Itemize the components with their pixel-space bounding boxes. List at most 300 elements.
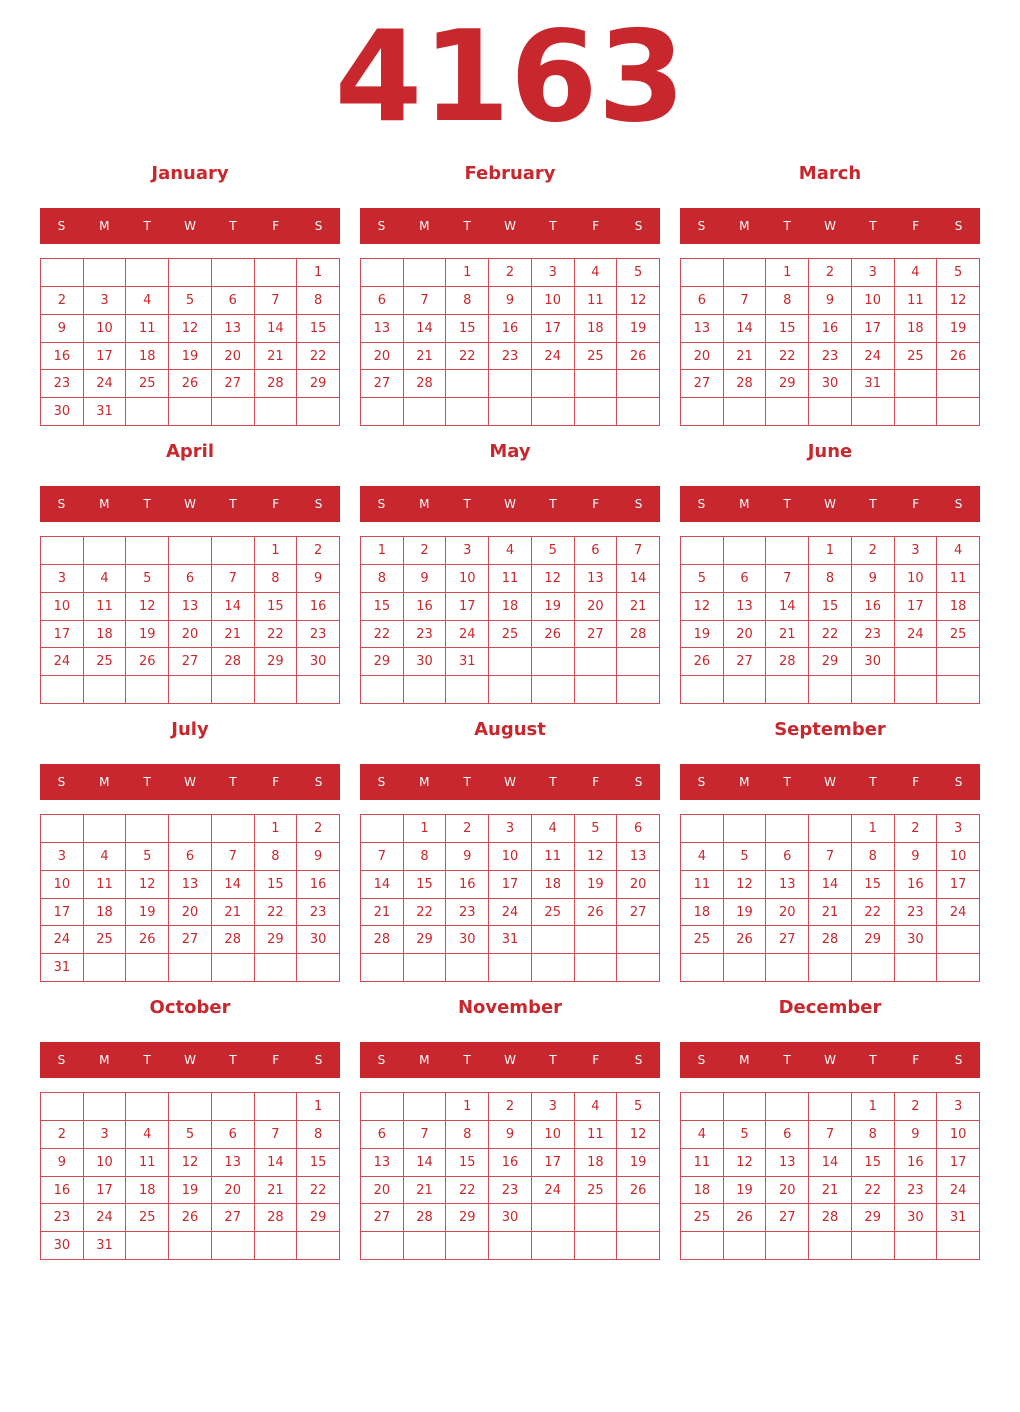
empty-day-cell [937,926,980,954]
empty-day-cell [361,259,404,287]
weekday-label: W [184,219,196,233]
weekday-label: M [99,775,110,789]
day-cell: 1 [297,259,340,287]
empty-day-cell [255,954,298,982]
day-cell: 1 [446,1093,489,1121]
day-cell: 7 [724,287,767,315]
empty-day-cell [937,648,980,676]
weekday-label: S [377,1053,386,1067]
day-cell: 27 [766,1204,809,1232]
empty-day-cell [617,676,660,704]
day-cell: 2 [852,537,895,565]
day-cell: 16 [852,593,895,621]
month-name: October [149,997,231,1018]
day-cell: 12 [724,871,767,899]
empty-day-cell [937,398,980,426]
day-cell: 7 [617,537,660,565]
day-cell: 25 [575,1177,618,1205]
weekday-label: T [463,219,471,233]
day-cell: 8 [297,1121,340,1149]
weekday-label: S [314,775,323,789]
day-cell: 14 [724,315,767,343]
month-november [360,998,660,1260]
weekday-label: T [143,1053,151,1067]
day-cell: 28 [212,926,255,954]
day-cell: 28 [404,1204,447,1232]
empty-day-cell [404,1093,447,1121]
day-cell: 15 [446,1149,489,1177]
day-cell: 14 [404,315,447,343]
empty-day-cell [681,954,724,982]
day-cell: 28 [724,370,767,398]
empty-day-cell [84,1093,127,1121]
empty-day-cell [169,259,212,287]
day-cell: 6 [212,1121,255,1149]
weekday-header [360,1042,660,1078]
weekday-header [40,208,340,244]
day-cell: 24 [489,899,532,927]
day-cell: 12 [681,593,724,621]
day-cell: 18 [126,1177,169,1205]
day-cell: 6 [766,843,809,871]
day-cell: 8 [766,287,809,315]
day-cell: 27 [212,1204,255,1232]
weekday-label: F [592,1053,600,1067]
empty-day-cell [766,537,809,565]
empty-day-cell [489,676,532,704]
day-cell: 13 [169,871,212,899]
weekday-label: S [377,775,386,789]
day-cell: 4 [681,843,724,871]
empty-day-cell [724,1093,767,1121]
day-cell: 5 [617,1093,660,1121]
empty-day-cell [361,1093,404,1121]
day-cell: 1 [809,537,852,565]
empty-day-cell [84,537,127,565]
day-cell: 17 [532,1149,575,1177]
empty-day-cell [766,954,809,982]
empty-day-cell [404,1232,447,1260]
day-cell: 6 [766,1121,809,1149]
day-cell: 13 [361,315,404,343]
day-cell: 12 [169,1149,212,1177]
month-name: July [171,719,209,740]
day-cell: 23 [41,1204,84,1232]
day-cell: 9 [297,565,340,593]
day-cell: 25 [575,343,618,371]
day-cell: 20 [681,343,724,371]
day-cell: 26 [937,343,980,371]
month-name: September [774,719,886,740]
empty-day-cell [617,398,660,426]
day-cell: 24 [852,343,895,371]
day-cell: 19 [617,1149,660,1177]
day-cell: 28 [255,1204,298,1232]
day-cell: 28 [809,1204,852,1232]
day-cell: 21 [212,621,255,649]
weekday-label: M [419,775,430,789]
day-cell: 3 [532,1093,575,1121]
weekday-label: T [549,219,557,233]
weekday-label: T [143,219,151,233]
month-july [40,720,340,982]
empty-day-cell [575,954,618,982]
weekday-label: S [57,1053,66,1067]
weekday-label: F [592,497,600,511]
day-cell: 22 [852,899,895,927]
day-cell: 27 [681,370,724,398]
weekday-label: T [783,497,791,511]
empty-day-cell [255,259,298,287]
weekday-label: M [419,219,430,233]
day-cell: 18 [895,315,938,343]
day-cell: 16 [895,871,938,899]
day-cell: 17 [446,593,489,621]
empty-day-cell [724,954,767,982]
day-cell: 18 [84,899,127,927]
weekday-label: M [99,219,110,233]
empty-day-cell [575,676,618,704]
day-cell: 9 [404,565,447,593]
day-cell: 8 [255,565,298,593]
day-cell: 14 [212,593,255,621]
weekday-label: S [697,497,706,511]
day-cell: 20 [169,621,212,649]
day-cell: 19 [126,621,169,649]
day-cell: 13 [212,1149,255,1177]
empty-day-cell [852,1232,895,1260]
day-cell: 20 [361,343,404,371]
empty-day-cell [126,815,169,843]
day-cell: 23 [446,899,489,927]
day-cell: 22 [255,899,298,927]
day-cell: 31 [852,370,895,398]
empty-day-cell [41,676,84,704]
day-cell: 17 [937,1149,980,1177]
day-cell: 30 [852,648,895,676]
day-cell: 4 [126,1121,169,1149]
day-cell: 11 [575,287,618,315]
day-cell: 3 [937,815,980,843]
day-cell: 2 [809,259,852,287]
weekday-label: S [314,1053,323,1067]
empty-day-cell [724,1232,767,1260]
day-cell: 21 [809,899,852,927]
weekday-label: F [912,775,920,789]
day-cell: 30 [809,370,852,398]
day-cell: 13 [766,871,809,899]
day-cell: 9 [809,287,852,315]
empty-day-cell [532,1204,575,1232]
day-cell: 22 [297,343,340,371]
weekday-label: S [377,219,386,233]
empty-day-cell [446,398,489,426]
day-cell: 6 [169,843,212,871]
day-cell: 5 [126,843,169,871]
day-cell: 10 [852,287,895,315]
day-cell: 27 [617,899,660,927]
day-cell: 15 [809,593,852,621]
empty-day-cell [297,1232,340,1260]
empty-day-cell [809,954,852,982]
day-cell: 13 [617,843,660,871]
day-cell: 12 [575,843,618,871]
day-cell: 14 [809,1149,852,1177]
day-cell: 21 [255,1177,298,1205]
empty-day-cell [84,259,127,287]
day-cell: 12 [532,565,575,593]
day-cell: 5 [724,843,767,871]
empty-day-cell [404,954,447,982]
month-may [360,442,660,704]
day-grid [40,1092,340,1260]
weekday-header [680,208,980,244]
weekday-label: T [549,1053,557,1067]
empty-day-cell [766,1093,809,1121]
day-cell: 10 [446,565,489,593]
day-cell: 23 [297,899,340,927]
weekday-label: T [783,1053,791,1067]
empty-day-cell [852,676,895,704]
month-january [40,164,340,426]
weekday-label: F [272,497,280,511]
day-cell: 24 [937,1177,980,1205]
weekday-header [40,486,340,522]
day-cell: 11 [84,593,127,621]
empty-day-cell [404,676,447,704]
day-cell: 7 [361,843,404,871]
empty-day-cell [361,815,404,843]
day-cell: 23 [41,370,84,398]
empty-day-cell [617,1204,660,1232]
day-cell: 9 [852,565,895,593]
day-cell: 23 [809,343,852,371]
day-cell: 25 [84,648,127,676]
day-cell: 8 [361,565,404,593]
day-cell: 25 [532,899,575,927]
empty-day-cell [126,1093,169,1121]
weekday-label: W [184,775,196,789]
empty-day-cell [255,676,298,704]
day-grid [680,1092,980,1260]
day-cell: 25 [126,1204,169,1232]
empty-day-cell [169,1093,212,1121]
day-cell: 1 [255,537,298,565]
weekday-header [40,764,340,800]
month-december [680,998,980,1260]
empty-day-cell [212,537,255,565]
day-cell: 2 [41,287,84,315]
day-cell: 17 [489,871,532,899]
day-cell: 2 [489,1093,532,1121]
day-cell: 10 [532,287,575,315]
day-cell: 27 [169,926,212,954]
month-name: April [165,441,215,462]
weekday-label: F [912,219,920,233]
empty-day-cell [361,1232,404,1260]
weekday-header [680,764,980,800]
day-cell: 1 [852,815,895,843]
day-cell: 1 [404,815,447,843]
day-cell: 12 [724,1149,767,1177]
day-cell: 30 [446,926,489,954]
weekday-label: W [824,1053,836,1067]
weekday-label: F [912,497,920,511]
weekday-label: W [184,497,196,511]
empty-day-cell [937,676,980,704]
empty-day-cell [575,1204,618,1232]
day-cell: 28 [361,926,404,954]
day-cell: 23 [404,621,447,649]
empty-day-cell [724,398,767,426]
day-cell: 29 [852,926,895,954]
day-cell: 10 [532,1121,575,1149]
day-cell: 26 [532,621,575,649]
day-cell: 24 [446,621,489,649]
day-grid [360,536,660,704]
empty-day-cell [809,398,852,426]
day-cell: 29 [255,648,298,676]
day-cell: 4 [84,565,127,593]
day-cell: 5 [169,1121,212,1149]
day-cell: 15 [297,1149,340,1177]
day-cell: 3 [937,1093,980,1121]
weekday-label: S [954,775,963,789]
day-cell: 6 [724,565,767,593]
day-cell: 10 [84,315,127,343]
day-cell: 18 [937,593,980,621]
day-cell: 2 [297,815,340,843]
weekday-label: T [549,497,557,511]
day-cell: 28 [255,370,298,398]
day-cell: 13 [724,593,767,621]
empty-day-cell [575,926,618,954]
empty-day-cell [617,1232,660,1260]
day-cell: 19 [532,593,575,621]
day-cell: 17 [84,1177,127,1205]
day-cell: 14 [404,1149,447,1177]
month-name: June [807,441,853,462]
weekday-label: T [229,497,237,511]
empty-day-cell [766,815,809,843]
day-cell: 10 [489,843,532,871]
day-cell: 25 [489,621,532,649]
weekday-label: F [912,1053,920,1067]
day-cell: 13 [169,593,212,621]
day-cell: 9 [489,1121,532,1149]
day-cell: 7 [809,843,852,871]
day-cell: 14 [766,593,809,621]
day-cell: 24 [41,648,84,676]
empty-day-cell [575,1232,618,1260]
day-cell: 29 [404,926,447,954]
day-cell: 25 [681,1204,724,1232]
month-february [360,164,660,426]
day-cell: 15 [446,315,489,343]
day-cell: 30 [895,1204,938,1232]
empty-day-cell [852,398,895,426]
day-cell: 11 [126,315,169,343]
day-cell: 6 [361,1121,404,1149]
day-cell: 19 [681,621,724,649]
weekday-label: S [634,219,643,233]
year-title: 4163 [334,3,686,150]
day-cell: 20 [212,1177,255,1205]
month-name: March [798,163,862,184]
month-name: December [778,997,882,1018]
day-cell: 9 [895,1121,938,1149]
empty-day-cell [809,676,852,704]
day-cell: 22 [852,1177,895,1205]
empty-day-cell [41,537,84,565]
day-cell: 14 [617,565,660,593]
empty-day-cell [212,1232,255,1260]
month-april [40,442,340,704]
weekday-header [360,764,660,800]
day-cell: 17 [852,315,895,343]
day-cell: 24 [84,370,127,398]
weekday-label: F [272,775,280,789]
empty-day-cell [84,815,127,843]
day-cell: 1 [297,1093,340,1121]
weekday-label: T [783,775,791,789]
day-cell: 16 [489,315,532,343]
day-cell: 1 [852,1093,895,1121]
day-cell: 4 [575,1093,618,1121]
empty-day-cell [41,815,84,843]
day-cell: 3 [532,259,575,287]
weekday-label: F [272,1053,280,1067]
day-cell: 23 [489,1177,532,1205]
day-cell: 13 [575,565,618,593]
weekday-label: T [143,775,151,789]
day-cell: 31 [84,398,127,426]
day-cell: 8 [255,843,298,871]
empty-day-cell [937,954,980,982]
day-cell: 10 [41,871,84,899]
weekday-header [680,1042,980,1078]
weekday-label: T [869,1053,877,1067]
day-cell: 4 [575,259,618,287]
day-cell: 12 [617,1121,660,1149]
day-cell: 4 [681,1121,724,1149]
day-grid [360,1092,660,1260]
day-cell: 14 [361,871,404,899]
day-cell: 27 [724,648,767,676]
empty-day-cell [724,676,767,704]
weekday-label: W [504,1053,516,1067]
day-cell: 29 [446,1204,489,1232]
day-cell: 28 [404,370,447,398]
empty-day-cell [852,954,895,982]
empty-day-cell [724,815,767,843]
empty-day-cell [361,398,404,426]
weekday-label: S [634,1053,643,1067]
day-cell: 13 [681,315,724,343]
day-cell: 23 [297,621,340,649]
weekday-label: T [143,497,151,511]
day-cell: 22 [361,621,404,649]
empty-day-cell [937,370,980,398]
day-cell: 26 [724,1204,767,1232]
weekday-label: S [954,497,963,511]
day-cell: 16 [41,343,84,371]
day-cell: 5 [532,537,575,565]
weekday-label: S [697,775,706,789]
day-cell: 18 [575,315,618,343]
empty-day-cell [446,370,489,398]
day-cell: 10 [895,565,938,593]
